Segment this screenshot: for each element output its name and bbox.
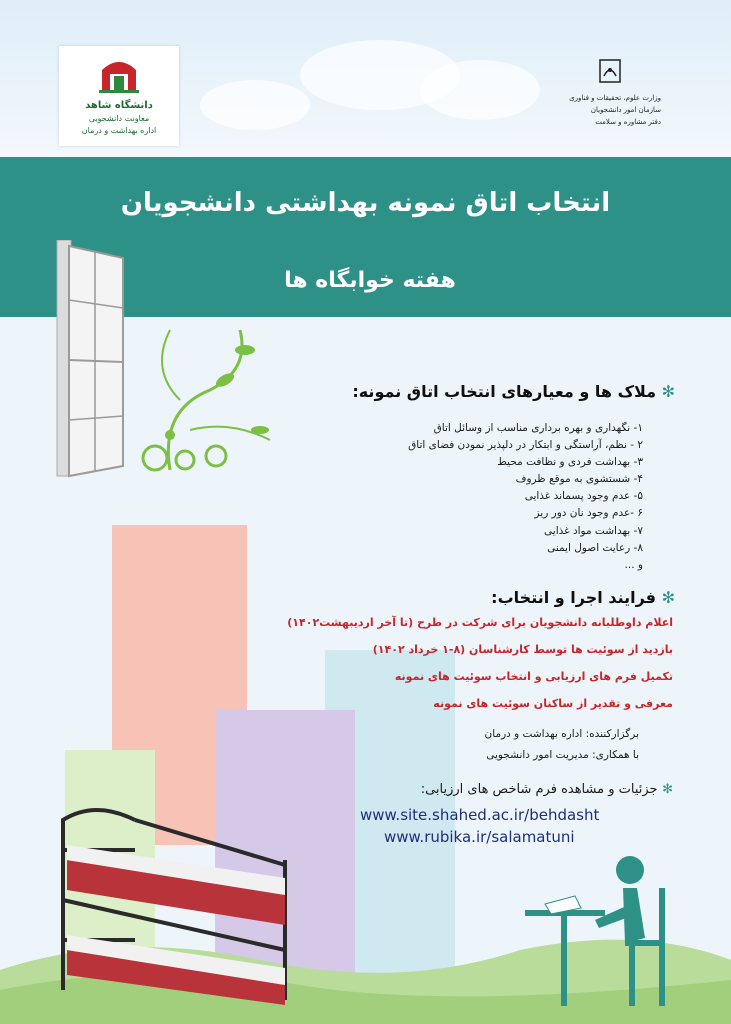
page-title: انتخاب اتاق نمونه بهداشتی دانشجویان (120, 188, 611, 218)
ministry-line-3: دفتر مشاوره و سلامت (595, 118, 661, 126)
university-emblem-icon (96, 54, 142, 94)
process-item: تکمیل فرم های ارزیابی و انتخاب سوئیت های نمونه (394, 670, 673, 683)
organizer-block (319, 724, 639, 766)
criteria-item: ۶ -عدم وجود نان دور ریز (534, 507, 643, 520)
criteria-item: و ... (624, 558, 643, 571)
website-link[interactable]: www.site.shahed.ac.ir/behdasht (360, 806, 600, 824)
criteria-item: ۴- شستشوی به موقع ظروف (515, 473, 643, 486)
ministry-seal-icon (597, 58, 623, 88)
organizer-cooperation: با همکاری: مدیریت امور دانشجویی (486, 749, 639, 761)
star-icon: ✻ (656, 588, 675, 607)
university-name: دانشگاه شاهد (85, 100, 153, 111)
process-item: معرفی و تقدیر از ساکنان سوئیت های نمونه (433, 697, 673, 710)
process-item: بازدید از سوئیت ها توسط کارشناسان (۸-۱ خرداد ۱۴۰۲) (372, 643, 673, 656)
process-heading: ✻ فرایند اجرا و انتخاب: (491, 588, 675, 607)
page-subtitle: هفته خوابگاه ها (284, 268, 456, 293)
logo-line-2: اداره بهداشت و درمان (81, 126, 157, 135)
criteria-item: ۵- عدم وجود پسماند غذایی (524, 490, 643, 503)
star-icon: ✻ (657, 782, 673, 797)
university-logo (59, 46, 179, 146)
star-icon: ✻ (656, 382, 675, 401)
rubika-link[interactable]: www.rubika.ir/salamatuni (384, 828, 575, 846)
logo-line-1: معاونت دانشجویی (88, 114, 150, 123)
window-illustration (55, 240, 135, 480)
criteria-item: ۲ - نظم، آراستگی و ابتکار در دلپذیر نمودن فضای اتاق (408, 439, 643, 452)
student-desk-icon (525, 848, 700, 1008)
process-list (203, 612, 673, 720)
bunk-bed-illustration (45, 790, 305, 1010)
criteria-item: ۸- رعایت اصول ایمنی (547, 541, 643, 554)
criteria-item: ۷- بهداشت مواد غذایی (544, 524, 643, 537)
criteria-list (263, 420, 643, 574)
ministry-line-1: وزارت علوم، تحقیقات و فناوری (569, 94, 661, 102)
process-item: اعلام داوطلبانه دانشجویان برای شرکت در طرح (تا آخر اردیبهشت۱۴۰۲) (287, 616, 673, 629)
organizer-held-by: برگزارکننده: اداره بهداشت و درمان (484, 728, 639, 740)
ministry-line-2: سازمان امور دانشجویان (590, 106, 661, 114)
details-heading: ✻ جزئیات و مشاهده فرم شاخص های ارزیابی: (420, 782, 673, 797)
criteria-item: ۱- نگهداری و بهره برداری مناسب از وسائل اتاق (433, 422, 643, 434)
criteria-item: ۳- بهداشت فردی و نظافت محیط (497, 456, 643, 469)
criteria-heading: ✻ ملاک ها و معیارهای انتخاب اتاق نمونه: (352, 382, 675, 401)
